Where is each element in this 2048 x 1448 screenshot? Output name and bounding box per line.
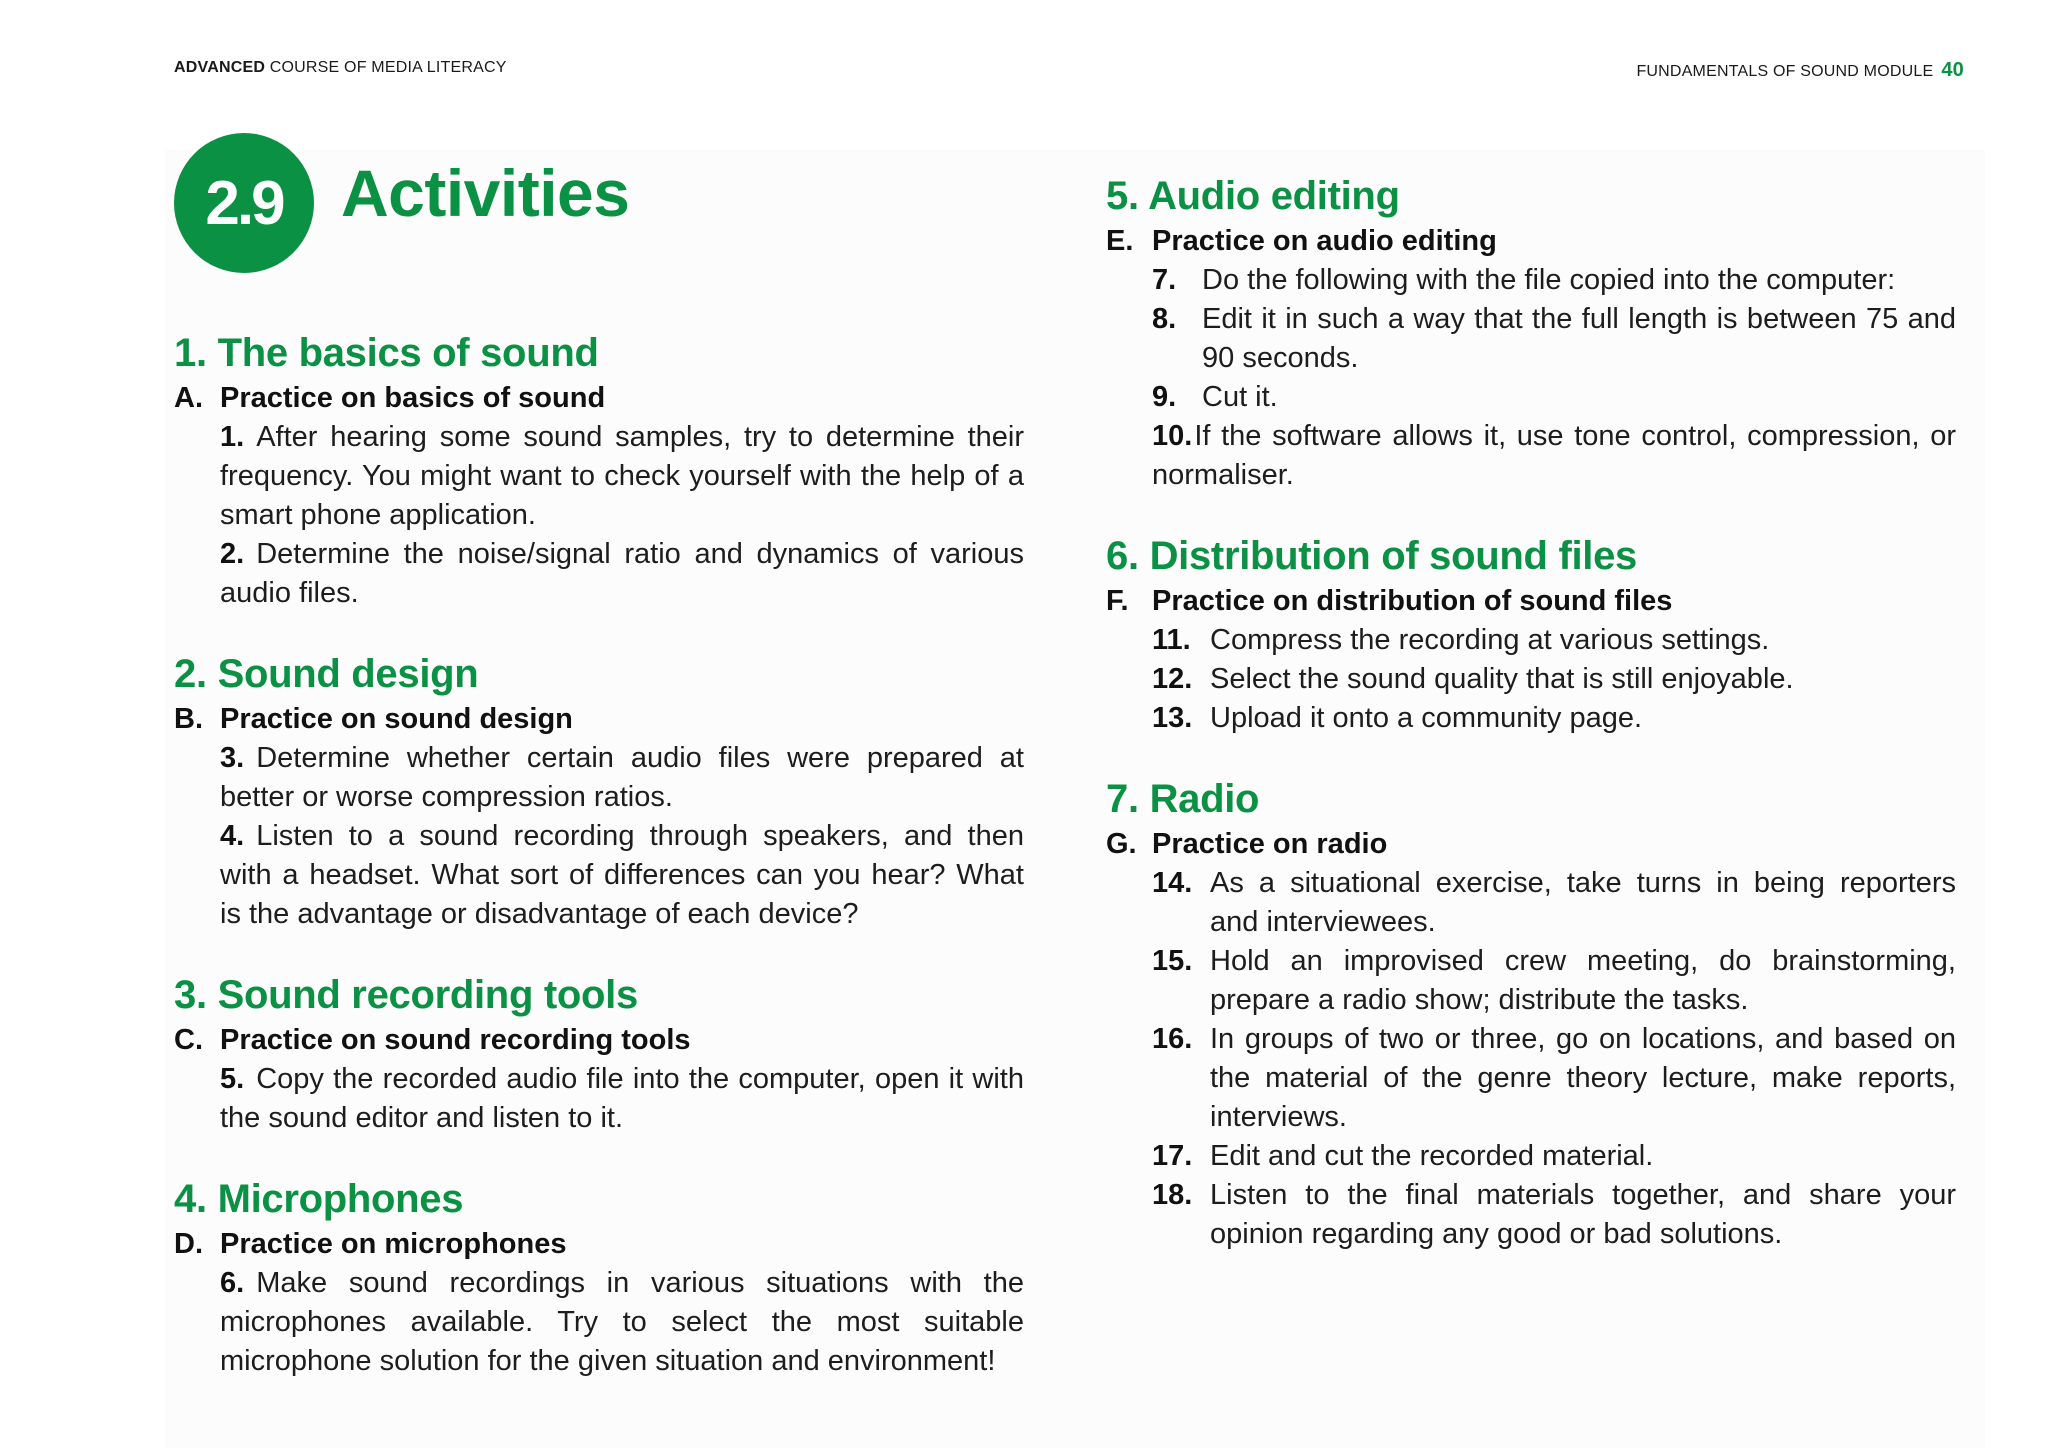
practice-title: Practice on distribution of sound files bbox=[1152, 585, 1673, 617]
header-bold-text: ADVANCED bbox=[174, 59, 266, 76]
activity-number: 14. bbox=[1152, 867, 1193, 899]
activity-item bbox=[1152, 699, 1956, 738]
section-distribution-of-sound-files bbox=[1106, 533, 1956, 738]
practice-letter: D. bbox=[174, 1228, 203, 1260]
activity-text: Hold an improvised crew meeting, do brainstorming, prepare a radio show; distribute the tasks. bbox=[1210, 945, 1956, 1016]
header-course-text: COURSE OF MEDIA LITERACY bbox=[269, 59, 507, 76]
section-title: Activities bbox=[341, 156, 630, 230]
activity-number: 5. bbox=[220, 1063, 245, 1095]
section-sound-recording-tools bbox=[174, 972, 1024, 1138]
activity-text: Copy the recorded audio file into the computer, open it with the sound editor and listen to it. bbox=[220, 1063, 1024, 1134]
activity-text: Listen to the final materials together, and share your opinion regarding any good or bad solutions. bbox=[1210, 1179, 1956, 1250]
section-microphones bbox=[174, 1176, 1024, 1381]
section-sound-design bbox=[174, 651, 1024, 934]
section-heading: 3. Sound recording tools bbox=[174, 973, 638, 1017]
activity-item bbox=[1152, 660, 1956, 699]
activity-item bbox=[220, 739, 1024, 817]
practice-title: Practice on sound recording tools bbox=[220, 1024, 691, 1056]
practice-letter: C. bbox=[174, 1024, 203, 1056]
practice-letter: G. bbox=[1106, 828, 1137, 860]
section-heading: 7. Radio bbox=[1106, 777, 1260, 821]
activity-item bbox=[1152, 621, 1956, 660]
activity-text: Cut it. bbox=[1202, 381, 1278, 413]
activity-item bbox=[220, 1264, 1024, 1381]
section-radio bbox=[1106, 776, 1956, 1254]
activity-number: 17. bbox=[1152, 1140, 1193, 1172]
activity-text: Edit and cut the recorded material. bbox=[1210, 1140, 1654, 1172]
activity-item bbox=[1152, 417, 1956, 495]
activity-number: 15. bbox=[1152, 945, 1193, 977]
activity-text: Edit it in such a way that the full length is between 75 and 90 seconds. bbox=[1202, 303, 1956, 374]
practice-title: Practice on audio editing bbox=[1152, 225, 1497, 257]
section-number-badge: 2.9 bbox=[174, 133, 314, 273]
activity-text: Compress the recording at various settings. bbox=[1210, 624, 1770, 656]
practice-letter: E. bbox=[1106, 225, 1134, 257]
activity-item bbox=[220, 1060, 1024, 1138]
activity-text: Do the following with the file copied into the computer: bbox=[1202, 264, 1896, 296]
practice-letter: F. bbox=[1106, 585, 1129, 617]
section-basics-of-sound bbox=[174, 330, 1024, 613]
section-heading: 6. Distribution of sound files bbox=[1106, 534, 1638, 578]
section-audio-editing bbox=[1106, 173, 1956, 495]
practice-subheading bbox=[1106, 583, 1956, 619]
activity-number: 8. bbox=[1152, 303, 1177, 335]
activity-item bbox=[1152, 1020, 1956, 1137]
activity-number: 6. bbox=[220, 1267, 245, 1299]
practice-subheading bbox=[1106, 223, 1956, 259]
activity-item bbox=[220, 418, 1024, 535]
practice-title: Practice on basics of sound bbox=[220, 382, 606, 414]
activity-number: 18. bbox=[1152, 1179, 1193, 1211]
activity-text: As a situational exercise, take turns in being reporters and interviewees. bbox=[1210, 867, 1956, 938]
practice-subheading bbox=[174, 1022, 1024, 1058]
activity-number: 1. bbox=[220, 421, 245, 453]
practice-letter: B. bbox=[174, 703, 203, 735]
page-number: 40 bbox=[1941, 59, 1964, 81]
activity-number: 13. bbox=[1152, 702, 1193, 734]
activity-text: Upload it onto a community page. bbox=[1210, 702, 1643, 734]
running-header-right bbox=[1636, 59, 1964, 82]
activity-number: 2. bbox=[220, 538, 245, 570]
activity-number: 4. bbox=[220, 820, 245, 852]
right-column bbox=[1106, 173, 1956, 1292]
activity-item bbox=[1152, 1176, 1956, 1254]
practice-title: Practice on radio bbox=[1152, 828, 1388, 860]
section-heading: 4. Microphones bbox=[174, 1177, 464, 1221]
practice-letter: A. bbox=[174, 382, 203, 414]
practice-title: Practice on sound design bbox=[220, 703, 573, 735]
practice-subheading bbox=[174, 1226, 1024, 1262]
activity-number: 3. bbox=[220, 742, 245, 774]
section-heading: 5. Audio editing bbox=[1106, 174, 1400, 218]
header-module-text: FUNDAMENTALS OF SOUND MODULE bbox=[1636, 63, 1934, 80]
activity-item bbox=[1152, 1137, 1956, 1176]
left-column bbox=[174, 330, 1024, 1419]
section-heading: 2. Sound design bbox=[174, 652, 479, 696]
activity-text: After hearing some sound samples, try to determine their frequency. You might want to check yourself with the help of a smart phone application. bbox=[220, 421, 1024, 531]
activity-text: If the software allows it, use tone control, compression, or normaliser. bbox=[1152, 420, 1956, 491]
section-heading: 1. The basics of sound bbox=[174, 331, 599, 375]
activity-item bbox=[1152, 378, 1956, 417]
activity-number: 11. bbox=[1152, 624, 1191, 656]
practice-subheading bbox=[174, 380, 1024, 416]
activity-text: In groups of two or three, go on locations, and based on the material of the genre theory lecture, make reports, interviews. bbox=[1210, 1023, 1956, 1133]
activity-number: 12. bbox=[1152, 663, 1193, 695]
running-header-left bbox=[174, 59, 507, 77]
activity-item bbox=[1152, 300, 1956, 378]
activity-text: Listen to a sound recording through speakers, and then with a headset. What sort of differences can you hear? What is the advantage or disadvantage of each device? bbox=[220, 820, 1024, 930]
activity-text: Make sound recordings in various situations with the microphones available. Try to select the most suitable microphone solution for the given situation and environment! bbox=[220, 1267, 1024, 1377]
activity-item bbox=[1152, 942, 1956, 1020]
activity-item bbox=[220, 817, 1024, 934]
activity-item bbox=[1152, 864, 1956, 942]
activity-text: Select the sound quality that is still enjoyable. bbox=[1210, 663, 1794, 695]
practice-subheading bbox=[1106, 826, 1956, 862]
activity-number: 7. bbox=[1152, 264, 1177, 296]
practice-subheading bbox=[174, 701, 1024, 737]
activity-item bbox=[1152, 261, 1956, 300]
activity-item bbox=[220, 535, 1024, 613]
activity-text: Determine the noise/signal ratio and dynamics of various audio files. bbox=[220, 538, 1024, 609]
activity-text: Determine whether certain audio files were prepared at better or worse compression ratios. bbox=[220, 742, 1024, 813]
practice-title: Practice on microphones bbox=[220, 1228, 567, 1260]
activity-number: 9. bbox=[1152, 381, 1177, 413]
activity-number: 10. bbox=[1152, 420, 1193, 452]
activity-number: 16. bbox=[1152, 1023, 1193, 1055]
